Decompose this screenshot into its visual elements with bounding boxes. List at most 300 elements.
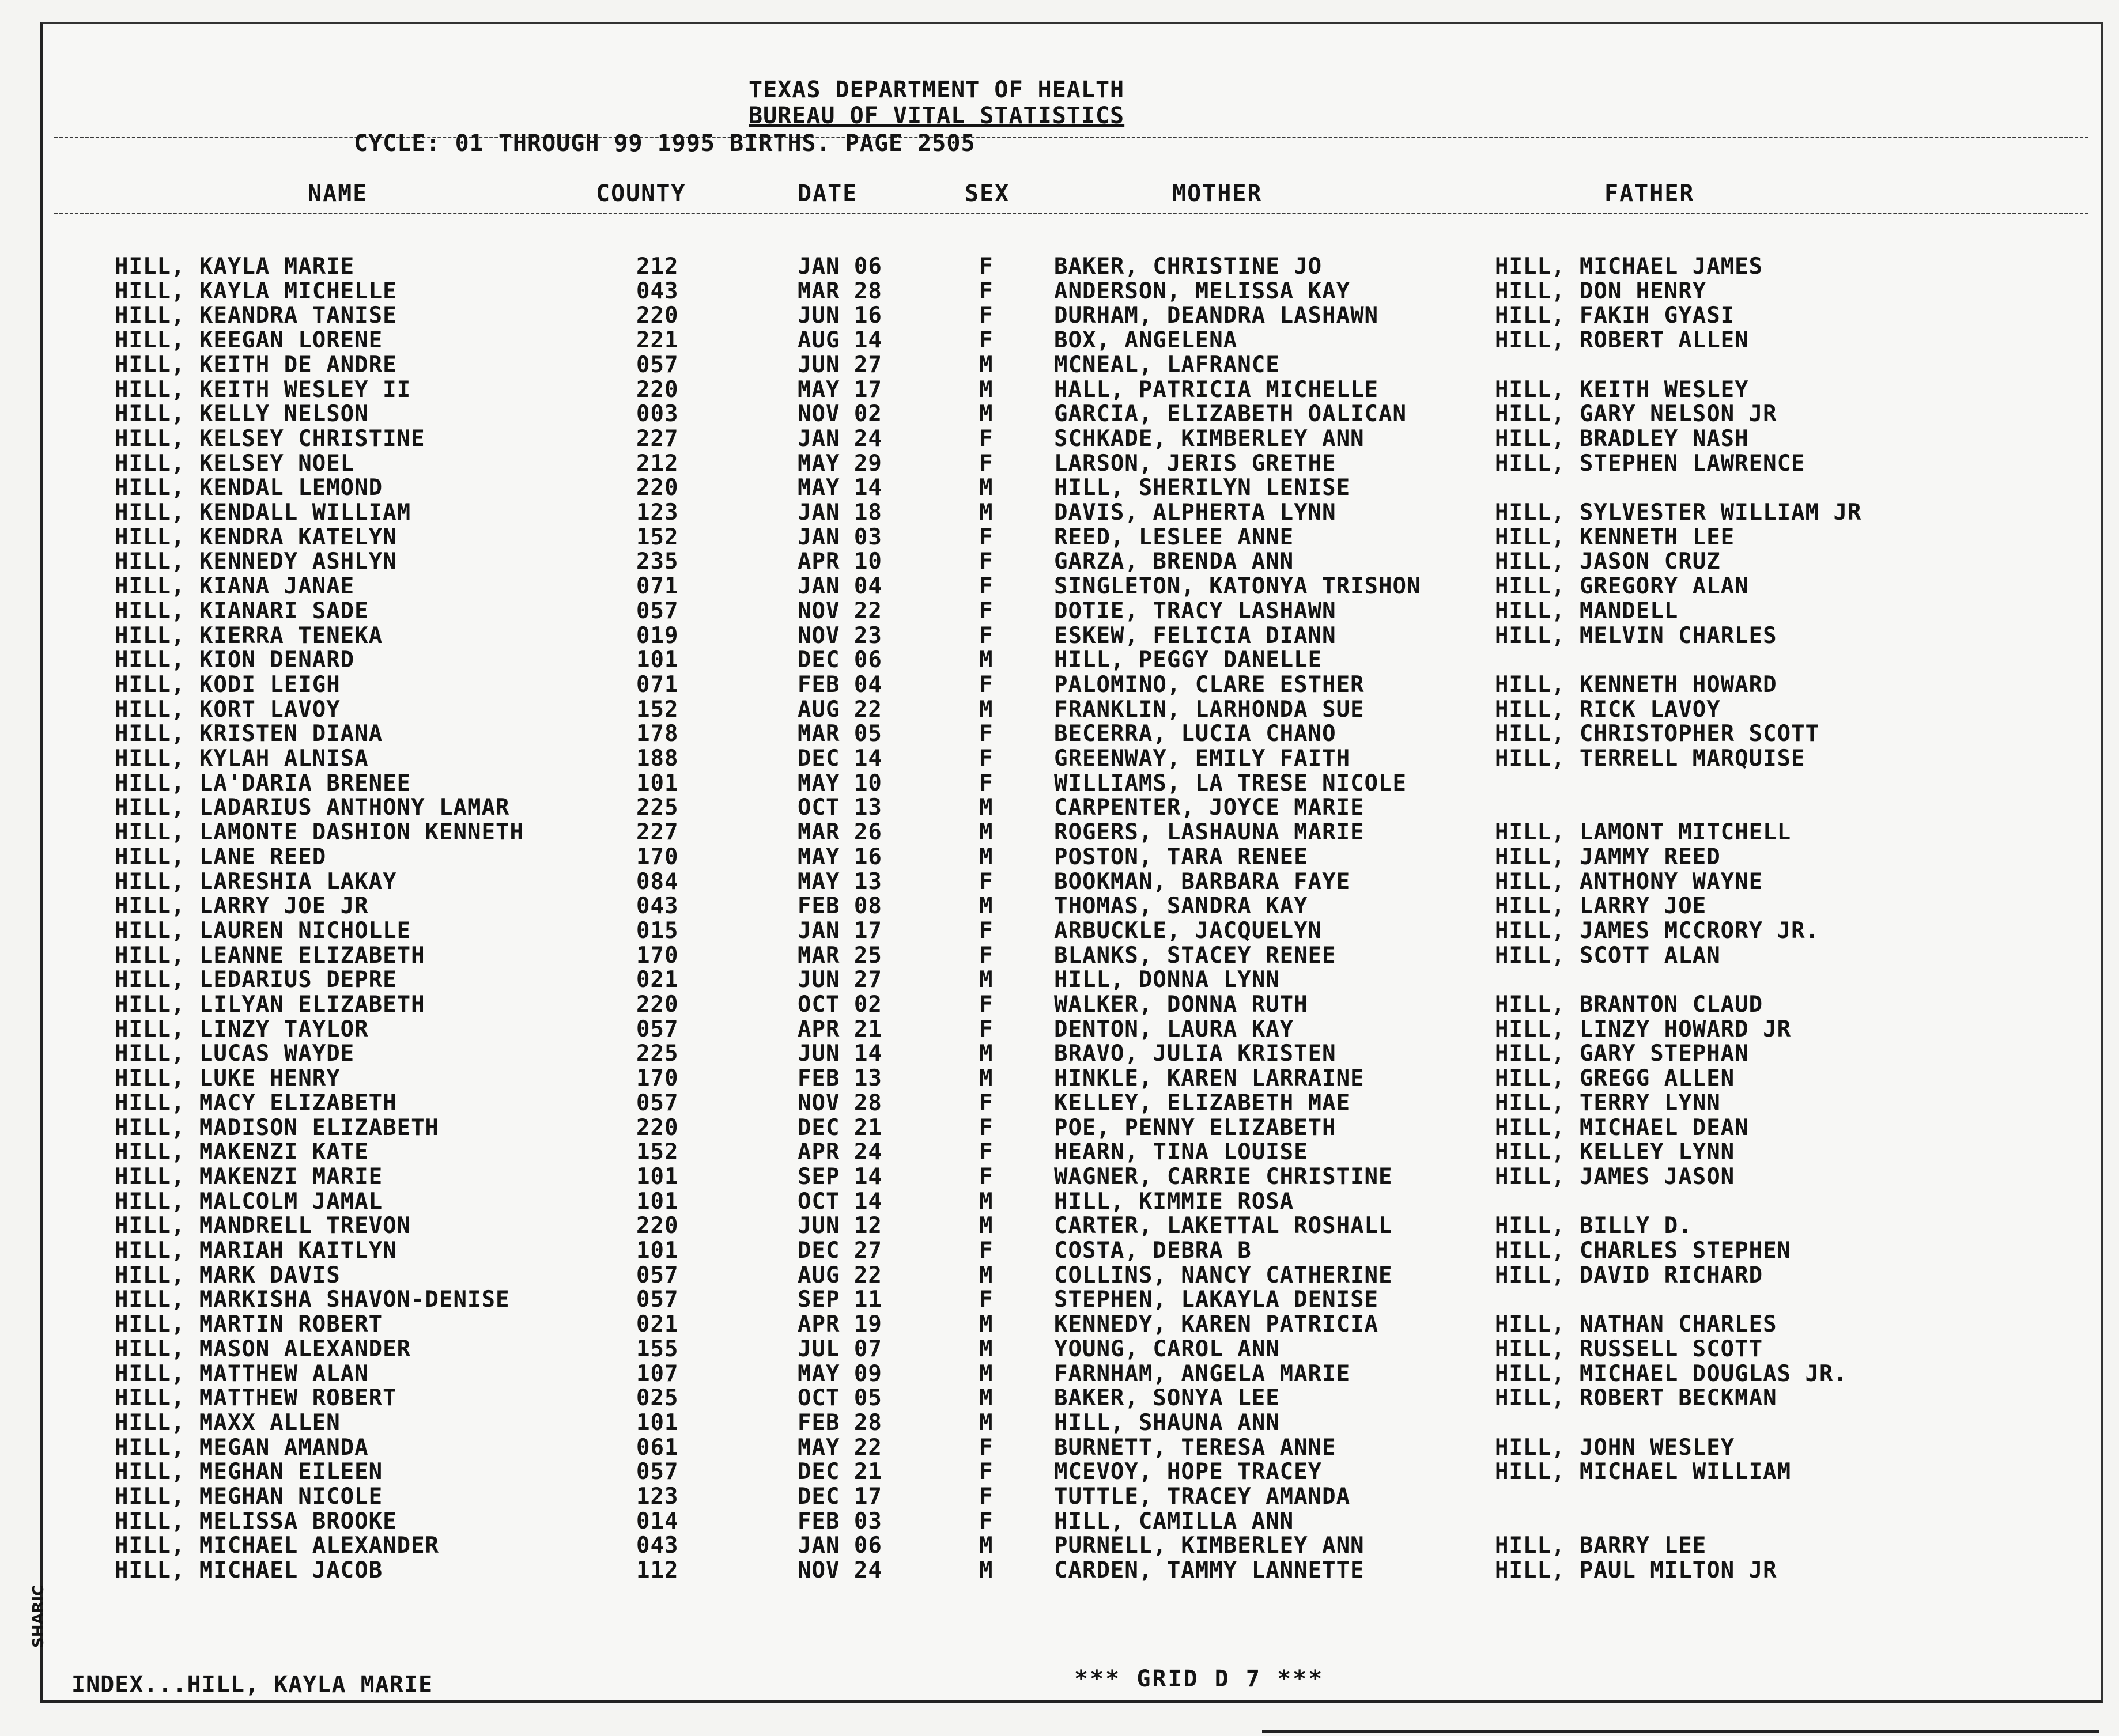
cell-sex: F	[979, 942, 994, 969]
cell-county: 152	[636, 524, 679, 550]
cell-county: 071	[636, 671, 679, 698]
cell-mother: STEPHEN, LAKAYLA DENISE	[1054, 1287, 1379, 1313]
cell-county: 057	[636, 597, 679, 624]
cell-father: HILL, PAUL MILTON JR	[1495, 1557, 1777, 1584]
cell-mother: YOUNG, CAROL ANN	[1054, 1336, 1280, 1362]
cell-sex: M	[979, 1065, 994, 1092]
header-department: TEXAS DEPARTMENT OF HEALTH	[749, 77, 1125, 103]
cell-mother: DENTON, LAURA KAY	[1054, 1016, 1294, 1042]
cell-name: HILL, KIANA JANAE	[115, 573, 355, 600]
table-row	[43, 500, 2101, 525]
cell-sex: F	[979, 1508, 994, 1534]
cell-county: 057	[636, 1016, 679, 1042]
table-row	[43, 549, 2101, 574]
cell-father: HILL, LARRY JOE	[1495, 893, 1707, 920]
cell-father: HILL, GARY NELSON JR	[1495, 401, 1777, 428]
cell-date: OCT 05	[798, 1385, 882, 1412]
cell-name: HILL, KENDAL LEMOND	[115, 475, 383, 501]
cell-father: HILL, MICHAEL WILLIAM	[1495, 1459, 1792, 1485]
cell-sex: M	[979, 1336, 994, 1362]
table-row	[43, 648, 2101, 673]
cell-name: HILL, MACY ELIZABETH	[115, 1090, 397, 1116]
cell-father: HILL, DON HENRY	[1495, 278, 1707, 304]
cell-date: MAY 29	[798, 450, 882, 476]
cell-date: DEC 17	[798, 1484, 882, 1510]
table-row	[43, 1164, 2101, 1190]
cell-sex: M	[979, 376, 994, 403]
table-row	[43, 1312, 2101, 1337]
cell-sex: F	[979, 1090, 994, 1116]
cell-sex: F	[979, 1016, 994, 1042]
cell-name: HILL, MARK DAVIS	[115, 1262, 341, 1288]
cell-date: FEB 13	[798, 1065, 882, 1092]
table-row	[43, 1410, 2101, 1436]
cell-county: 152	[636, 696, 679, 723]
cell-county: 014	[636, 1508, 679, 1534]
cell-date: JAN 03	[798, 524, 882, 550]
cell-sex: M	[979, 1385, 994, 1412]
cell-father: HILL, JAMES MCCRORY JR.	[1495, 917, 1820, 944]
column-header-mother: MOTHER	[1172, 180, 1263, 207]
cell-sex: F	[979, 1459, 994, 1485]
cell-county: 220	[636, 475, 679, 501]
cell-father: HILL, MICHAEL DOUGLAS JR.	[1495, 1360, 1848, 1387]
cell-mother: BAKER, SONYA LEE	[1054, 1385, 1280, 1412]
cell-father: HILL, GREGORY ALAN	[1495, 573, 1749, 600]
table-row	[43, 525, 2101, 550]
table-row	[43, 1263, 2101, 1288]
table-row	[43, 1213, 2101, 1239]
cell-mother: GARCIA, ELIZABETH OALICAN	[1054, 401, 1407, 428]
cell-name: HILL, KEITH WESLEY II	[115, 376, 411, 403]
cell-sex: M	[979, 1262, 994, 1288]
table-row	[43, 303, 2101, 328]
cell-name: HILL, MAKENZI MARIE	[115, 1163, 383, 1190]
cell-sex: F	[979, 573, 994, 600]
cell-date: AUG 22	[798, 1262, 882, 1288]
cell-name: HILL, KELSEY NOEL	[115, 450, 355, 476]
cell-county: 227	[636, 425, 679, 452]
table-row	[43, 1287, 2101, 1313]
cell-date: NOV 28	[798, 1090, 882, 1116]
cell-name: HILL, LEDARIUS DEPRE	[115, 967, 397, 993]
cell-sex: M	[979, 1041, 994, 1067]
table-row	[43, 1484, 2101, 1510]
cell-name: HILL, KODI LEIGH	[115, 671, 341, 698]
cell-name: HILL, LARESHIA LAKAY	[115, 868, 397, 895]
cell-father: HILL, BRADLEY NASH	[1495, 425, 1749, 452]
cell-sex: M	[979, 967, 994, 993]
cell-county: 235	[636, 549, 679, 575]
cell-date: SEP 11	[798, 1287, 882, 1313]
cell-mother: DAVIS, ALPHERTA LYNN	[1054, 500, 1336, 525]
cell-name: HILL, KELLY NELSON	[115, 401, 369, 428]
cell-name: HILL, KEANDRA TANISE	[115, 302, 397, 329]
cell-county: 057	[636, 1090, 679, 1116]
cell-date: NOV 02	[798, 401, 882, 428]
cell-name: HILL, KAYLA MICHELLE	[115, 278, 397, 304]
table-row	[43, 1459, 2101, 1485]
cell-sex: F	[979, 1287, 994, 1313]
cell-county: 155	[636, 1336, 679, 1362]
table-row	[43, 1337, 2101, 1362]
cell-mother: WALKER, DONNA RUTH	[1054, 992, 1308, 1018]
cell-sex: M	[979, 1409, 994, 1436]
cell-mother: BURNETT, TERESA ANNE	[1054, 1434, 1336, 1461]
table-row	[43, 1386, 2101, 1411]
cell-county: 057	[636, 351, 679, 378]
cell-mother: POSTON, TARA RENEE	[1054, 844, 1308, 870]
cell-father: HILL, KENNETH LEE	[1495, 524, 1735, 550]
table-row	[43, 820, 2101, 845]
cell-mother: FARNHAM, ANGELA MARIE	[1054, 1360, 1351, 1387]
cell-date: FEB 28	[798, 1409, 882, 1436]
cell-mother: HILL, PEGGY DANELLE	[1054, 647, 1323, 674]
cell-sex: F	[979, 1484, 994, 1510]
cell-county: 178	[636, 721, 679, 747]
cell-mother: BLANKS, STACEY RENEE	[1054, 942, 1336, 969]
cell-father: HILL, NATHAN CHARLES	[1495, 1311, 1777, 1338]
cell-date: APR 10	[798, 549, 882, 575]
cell-name: HILL, MATTHEW ROBERT	[115, 1385, 397, 1412]
cell-county: 212	[636, 254, 679, 279]
footer-index: INDEX...HILL, KAYLA MARIE	[71, 1671, 433, 1698]
cell-name: HILL, KORT LAVOY	[115, 696, 341, 723]
cell-sex: F	[979, 1434, 994, 1461]
cell-date: JAN 04	[798, 573, 882, 600]
cell-date: APR 19	[798, 1311, 882, 1338]
cell-date: MAY 13	[798, 868, 882, 895]
table-row	[43, 279, 2101, 304]
cell-sex: F	[979, 917, 994, 944]
cell-mother: FRANKLIN, LARHONDA SUE	[1054, 696, 1365, 723]
column-header-county: COUNTY	[596, 180, 686, 207]
table-row	[43, 1017, 2101, 1042]
cell-mother: THOMAS, SANDRA KAY	[1054, 893, 1308, 920]
cell-county: 101	[636, 1409, 679, 1436]
cell-mother: ANDERSON, MELISSA KAY	[1054, 278, 1351, 304]
cell-date: APR 24	[798, 1139, 882, 1166]
cell-mother: CARTER, LAKETTAL ROSHALL	[1054, 1213, 1393, 1239]
cell-county: 112	[636, 1557, 679, 1584]
cell-name: HILL, MICHAEL ALEXANDER	[115, 1533, 440, 1559]
cell-name: HILL, LA'DARIA BRENEE	[115, 770, 411, 796]
cell-mother: PALOMINO, CLARE ESTHER	[1054, 671, 1365, 698]
table-row	[43, 574, 2101, 599]
cell-sex: F	[979, 1139, 994, 1166]
cell-county: 225	[636, 795, 679, 821]
cell-date: JUN 16	[798, 302, 882, 329]
cell-county: 221	[636, 327, 679, 354]
table-row	[43, 1558, 2101, 1583]
cell-name: HILL, KENDALL WILLIAM	[115, 500, 411, 525]
cell-date: MAY 16	[798, 844, 882, 870]
cell-name: HILL, KEEGAN LORENE	[115, 327, 383, 354]
cell-father: HILL, KENNETH HOWARD	[1495, 671, 1777, 698]
cell-mother: BOX, ANGELENA	[1054, 327, 1238, 354]
cell-name: HILL, LADARIUS ANTHONY LAMAR	[115, 795, 510, 821]
table-row	[43, 1189, 2101, 1215]
cell-father: HILL, BARRY LEE	[1495, 1533, 1707, 1559]
cell-sex: M	[979, 1311, 994, 1338]
cell-county: 003	[636, 401, 679, 428]
cell-name: HILL, MARIAH KAITLYN	[115, 1238, 397, 1264]
cell-name: HILL, KRISTEN DIANA	[115, 721, 383, 747]
document-frame	[40, 22, 2103, 1703]
side-stamp: SHARIC	[30, 1584, 47, 1648]
cell-county: 227	[636, 819, 679, 846]
cell-county: 170	[636, 844, 679, 870]
cell-mother: DOTIE, TRACY LASHAWN	[1054, 597, 1336, 624]
table-row	[43, 967, 2101, 993]
cell-mother: LARSON, JERIS GRETHE	[1054, 450, 1336, 476]
cell-father: HILL, KEITH WESLEY	[1495, 376, 1749, 403]
header-bureau: BUREAU OF VITAL STATISTICS	[749, 103, 1125, 129]
cell-father: HILL, LINZY HOWARD JR	[1495, 1016, 1792, 1042]
cell-father: HILL, JASON CRUZ	[1495, 549, 1721, 575]
cell-name: HILL, LUCAS WAYDE	[115, 1041, 355, 1067]
table-row	[43, 254, 2101, 279]
cell-name: HILL, KION DENARD	[115, 647, 355, 674]
cell-date: DEC 14	[798, 746, 882, 771]
cell-county: 123	[636, 500, 679, 525]
cell-county: 101	[636, 647, 679, 674]
cell-date: DEC 27	[798, 1238, 882, 1264]
cell-sex: F	[979, 302, 994, 329]
cell-sex: F	[979, 1163, 994, 1190]
cell-sex: M	[979, 500, 994, 525]
cell-father: HILL, JOHN WESLEY	[1495, 1434, 1735, 1461]
cell-father: HILL, JAMES JASON	[1495, 1163, 1735, 1190]
table-row	[43, 1066, 2101, 1091]
cell-date: JUL 07	[798, 1336, 882, 1362]
table-row	[43, 992, 2101, 1018]
cell-date: JAN 18	[798, 500, 882, 525]
cell-county: 084	[636, 868, 679, 895]
cell-father: HILL, CHRISTOPHER SCOTT	[1495, 721, 1820, 747]
table-row	[43, 845, 2101, 870]
cell-name: HILL, MAXX ALLEN	[115, 1409, 341, 1436]
cell-county: 220	[636, 1213, 679, 1239]
cell-county: 225	[636, 1041, 679, 1067]
table-row	[43, 426, 2101, 452]
cell-county: 021	[636, 967, 679, 993]
cell-mother: GREENWAY, EMILY FAITH	[1054, 746, 1351, 771]
table-row	[43, 869, 2101, 895]
cell-mother: POE, PENNY ELIZABETH	[1054, 1114, 1336, 1141]
cell-father: HILL, SCOTT ALAN	[1495, 942, 1721, 969]
cell-name: HILL, KENDRA KATELYN	[115, 524, 397, 550]
cell-father: HILL, BRANTON CLAUD	[1495, 992, 1763, 1018]
cell-mother: MCEVOY, HOPE TRACEY	[1054, 1459, 1323, 1485]
cell-county: 057	[636, 1262, 679, 1288]
cell-county: 057	[636, 1459, 679, 1485]
cell-date: NOV 24	[798, 1557, 882, 1584]
cell-mother: GARZA, BRENDA ANN	[1054, 549, 1294, 575]
cell-date: SEP 14	[798, 1163, 882, 1190]
cell-county: 101	[636, 770, 679, 796]
cell-father: HILL, KELLEY LYNN	[1495, 1139, 1735, 1166]
table-row	[43, 1041, 2101, 1066]
cell-father: HILL, ROBERT BECKMAN	[1495, 1385, 1777, 1412]
cell-county: 043	[636, 1533, 679, 1559]
cell-county: 043	[636, 893, 679, 920]
cell-mother: HILL, SHERILYN LENISE	[1054, 475, 1351, 501]
cell-date: AUG 14	[798, 327, 882, 354]
cell-date: JAN 06	[798, 254, 882, 279]
cell-name: HILL, MARKISHA SHAVON-DENISE	[115, 1287, 510, 1313]
cell-date: DEC 21	[798, 1459, 882, 1485]
cell-county: 043	[636, 278, 679, 304]
cell-father: HILL, ANTHONY WAYNE	[1495, 868, 1763, 895]
cell-sex: M	[979, 795, 994, 821]
cell-mother: BAKER, CHRISTINE JO	[1054, 254, 1323, 279]
cell-mother: MCNEAL, LAFRANCE	[1054, 351, 1280, 378]
cell-date: MAR 25	[798, 942, 882, 969]
cell-sex: F	[979, 746, 994, 771]
cell-county: 220	[636, 1114, 679, 1141]
table-row	[43, 746, 2101, 771]
cell-name: HILL, MAKENZI KATE	[115, 1139, 369, 1166]
cell-date: JUN 27	[798, 967, 882, 993]
cell-county: 220	[636, 992, 679, 1018]
table-row	[43, 1533, 2101, 1559]
cell-date: JUN 27	[798, 351, 882, 378]
cell-mother: HALL, PATRICIA MICHELLE	[1054, 376, 1379, 403]
cell-mother: REED, LESLEE ANNE	[1054, 524, 1294, 550]
cell-mother: HEARN, TINA LOUISE	[1054, 1139, 1308, 1166]
cell-name: HILL, LINZY TAYLOR	[115, 1016, 369, 1042]
cell-name: HILL, KELSEY CHRISTINE	[115, 425, 425, 452]
table-row	[43, 451, 2101, 476]
cell-mother: PURNELL, KIMBERLEY ANN	[1054, 1533, 1365, 1559]
cell-mother: TUTTLE, TRACEY AMANDA	[1054, 1484, 1351, 1510]
column-header-name: NAME	[308, 180, 368, 207]
cell-sex: M	[979, 1557, 994, 1584]
cell-date: OCT 13	[798, 795, 882, 821]
divider	[54, 213, 2088, 214]
cell-father: HILL, CHARLES STEPHEN	[1495, 1238, 1792, 1264]
cell-name: HILL, MEGHAN EILEEN	[115, 1459, 383, 1485]
cell-county: 170	[636, 1065, 679, 1092]
cell-date: MAR 05	[798, 721, 882, 747]
cell-date: FEB 03	[798, 1508, 882, 1534]
cell-county: 212	[636, 450, 679, 476]
cell-name: HILL, MICHAEL JACOB	[115, 1557, 383, 1584]
cell-father: HILL, TERRY LYNN	[1495, 1090, 1721, 1116]
cell-county: 188	[636, 746, 679, 771]
cell-date: NOV 22	[798, 597, 882, 624]
cell-mother: SINGLETON, KATONYA TRISHON	[1054, 573, 1421, 600]
cell-father: HILL, FAKIH GYASI	[1495, 302, 1735, 329]
cell-sex: F	[979, 1238, 994, 1264]
cell-mother: ESKEW, FELICIA DIANN	[1054, 622, 1336, 649]
cell-father: HILL, SYLVESTER WILLIAM JR	[1495, 500, 1862, 525]
cell-father: HILL, BILLY D.	[1495, 1213, 1693, 1239]
cell-mother: HILL, CAMILLA ANN	[1054, 1508, 1294, 1534]
cell-sex: F	[979, 1114, 994, 1141]
cell-date: FEB 04	[798, 671, 882, 698]
table-row	[43, 623, 2101, 649]
cell-mother: HILL, SHAUNA ANN	[1054, 1409, 1280, 1436]
cell-sex: M	[979, 893, 994, 920]
cell-father: HILL, DAVID RICHARD	[1495, 1262, 1763, 1288]
cell-date: AUG 22	[798, 696, 882, 723]
cell-name: HILL, LANE REED	[115, 844, 327, 870]
cell-mother: BECERRA, LUCIA CHANO	[1054, 721, 1336, 747]
table-row	[43, 475, 2101, 501]
cell-mother: ROGERS, LASHAUNA MARIE	[1054, 819, 1365, 846]
cell-mother: KENNEDY, KAREN PATRICIA	[1054, 1311, 1379, 1338]
cell-date: DEC 06	[798, 647, 882, 674]
cell-name: HILL, MANDRELL TREVON	[115, 1213, 411, 1239]
cell-name: HILL, LAUREN NICHOLLE	[115, 917, 411, 944]
cell-mother: HINKLE, KAREN LARRAINE	[1054, 1065, 1365, 1092]
table-row	[43, 599, 2101, 624]
cell-date: OCT 02	[798, 992, 882, 1018]
table-row	[43, 1091, 2101, 1116]
cell-father: HILL, MICHAEL DEAN	[1495, 1114, 1749, 1141]
cell-mother: COSTA, DEBRA B	[1054, 1238, 1252, 1264]
cell-mother: DURHAM, DEANDRA LASHAWN	[1054, 302, 1379, 329]
table-row	[43, 672, 2101, 698]
cell-sex: F	[979, 278, 994, 304]
cell-date: MAY 17	[798, 376, 882, 403]
cell-sex: M	[979, 1533, 994, 1559]
cell-county: 015	[636, 917, 679, 944]
cell-father: HILL, RUSSELL SCOTT	[1495, 1336, 1763, 1362]
cell-date: DEC 21	[798, 1114, 882, 1141]
cell-county: 025	[636, 1385, 679, 1412]
cell-name: HILL, MATTHEW ALAN	[115, 1360, 369, 1387]
cell-county: 170	[636, 942, 679, 969]
table-row	[43, 918, 2101, 944]
cell-date: OCT 14	[798, 1188, 882, 1215]
table-row	[43, 402, 2101, 427]
cell-sex: M	[979, 475, 994, 501]
cell-sex: F	[979, 622, 994, 649]
cell-date: MAY 14	[798, 475, 882, 501]
cell-name: HILL, KIANARI SADE	[115, 597, 369, 624]
cell-name: HILL, KYLAH ALNISA	[115, 746, 369, 771]
table-row	[43, 697, 2101, 723]
cell-name: HILL, LILYAN ELIZABETH	[115, 992, 425, 1018]
cell-sex: F	[979, 597, 994, 624]
cell-name: HILL, MARTIN ROBERT	[115, 1311, 383, 1338]
cell-sex: M	[979, 647, 994, 674]
column-header-date: DATE	[798, 180, 858, 207]
cell-mother: ARBUCKLE, JACQUELYN	[1054, 917, 1323, 944]
cell-county: 152	[636, 1139, 679, 1166]
cell-sex: F	[979, 450, 994, 476]
table-row	[43, 1361, 2101, 1387]
cell-father: HILL, GREGG ALLEN	[1495, 1065, 1735, 1092]
cell-date: JAN 06	[798, 1533, 882, 1559]
table-row	[43, 943, 2101, 969]
cell-sex: M	[979, 401, 994, 428]
table-row	[43, 1115, 2101, 1141]
cell-mother: SCHKADE, KIMBERLEY ANN	[1054, 425, 1365, 452]
cell-name: HILL, MASON ALEXANDER	[115, 1336, 411, 1362]
cell-date: JUN 14	[798, 1041, 882, 1067]
cell-county: 019	[636, 622, 679, 649]
cell-mother: WAGNER, CARRIE CHRISTINE	[1054, 1163, 1393, 1190]
cell-county: 061	[636, 1434, 679, 1461]
cell-date: MAY 22	[798, 1434, 882, 1461]
cell-father: HILL, JAMMY REED	[1495, 844, 1721, 870]
cell-name: HILL, KAYLA MARIE	[115, 254, 355, 279]
cell-father: HILL, MANDELL	[1495, 597, 1679, 624]
